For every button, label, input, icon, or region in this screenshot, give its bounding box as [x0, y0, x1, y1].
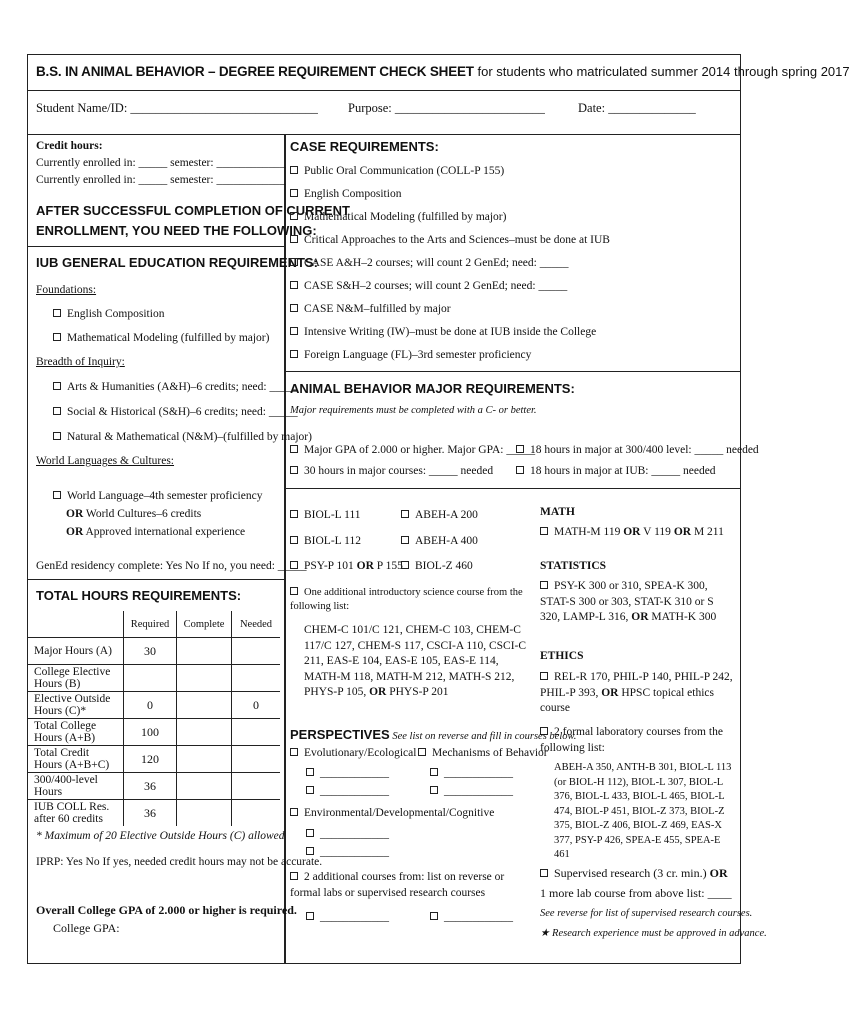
after-completion-heading-1: AFTER SUCCESSFUL COMPLETION OF CURRENT	[36, 203, 350, 218]
table-row: Total College Hours (A+B) 100	[28, 719, 280, 746]
checkbox-icon[interactable]	[53, 333, 61, 341]
col-required: Required	[124, 611, 177, 638]
case-item[interactable]: Critical Approaches to the Arts and Sciences–must be done at IUB	[290, 234, 610, 246]
student-name-field[interactable]: Student Name/ID: ______________________________	[36, 101, 318, 115]
checkbox-icon[interactable]	[53, 407, 61, 415]
case-item[interactable]: CASE A&H–2 courses; will count 2 GenEd; need: _____	[290, 257, 568, 269]
checkbox-icon[interactable]	[401, 536, 409, 544]
course-abeh-a200[interactable]: ABEH-A 200	[401, 509, 478, 521]
total-hours-table	[28, 611, 280, 826]
checkbox-icon[interactable]	[401, 510, 409, 518]
checkbox-icon[interactable]	[53, 432, 61, 440]
persp-two-additional[interactable]: 2 additional courses from: list on reverse or formal labs or supervised research courses	[290, 871, 505, 899]
persp-environmental[interactable]: Environmental/Developmental/Cognitive	[290, 807, 494, 819]
max-elective-note: * Maximum of 20 Elective Outside Hours (C) allowed	[36, 830, 285, 842]
world-lang-label: World Languages & Cultures:	[36, 455, 175, 467]
ethics-heading: ETHICS	[540, 650, 584, 662]
persp-add-slot-2[interactable]: ____________	[430, 911, 513, 923]
checkbox-icon[interactable]	[418, 748, 426, 756]
divider	[28, 246, 284, 247]
date-field[interactable]: Date: ______________	[578, 101, 696, 115]
checkbox-icon[interactable]	[290, 748, 298, 756]
checkbox-icon[interactable]	[540, 672, 548, 680]
checkbox-icon[interactable]	[306, 847, 314, 855]
gened-world-language[interactable]: World Language–4th semester proficiency	[53, 490, 262, 502]
checkbox-icon[interactable]	[290, 561, 298, 569]
course-biol-l111[interactable]: BIOL-L 111	[290, 509, 361, 521]
col-needed: Needed	[232, 611, 281, 638]
checkbox-icon[interactable]	[430, 912, 438, 920]
gpa-requirement: Overall College GPA of 2.000 or higher is required.	[36, 903, 297, 917]
table-header-row	[28, 611, 280, 638]
checkbox-icon[interactable]	[290, 327, 298, 335]
persp-evolutionary[interactable]: Evolutionary/Ecological	[290, 747, 416, 759]
checkbox-icon[interactable]	[540, 869, 548, 877]
checkbox-icon[interactable]	[290, 212, 298, 220]
star-icon: ★	[540, 928, 550, 939]
check-sheet	[27, 54, 850, 964]
case-item[interactable]: Foreign Language (FL)–3rd semester proficiency	[290, 349, 531, 361]
checkbox-icon[interactable]	[306, 829, 314, 837]
course-biol-z460[interactable]: BIOL-Z 460	[401, 560, 473, 572]
persp-env-slot-2[interactable]: ____________	[306, 846, 389, 858]
supervised-research[interactable]: Supervised research (3 cr. min.) OR	[540, 866, 728, 881]
divider	[285, 371, 740, 372]
iprp-line[interactable]: IPRP: Yes No If yes, needed credit hours may not be accurate.	[36, 856, 323, 868]
divider	[285, 488, 740, 489]
stats-course[interactable]: PSY-K 300 or 310, SPEA-K 300, STAT-S 300 or 303, STAT-K 310 or S 320, LAMP-L 316, OR MATH-K 300	[540, 580, 717, 623]
credit-hours-label: Credit hours:	[36, 140, 103, 152]
checkbox-icon[interactable]	[290, 445, 298, 453]
checkbox-icon[interactable]	[290, 258, 298, 266]
gened-residency[interactable]: GenEd residency complete: Yes No If no, you need: _____	[36, 560, 307, 572]
gened-arts[interactable]: Arts & Humanities (A&H)–6 credits; need: _____	[53, 381, 298, 393]
col-complete: Complete	[177, 611, 232, 638]
more-lab-course[interactable]: 1 more lab course from above list: ____	[540, 886, 732, 900]
enrolled-line-2[interactable]: Currently enrolled in: _____ semester: ____________	[36, 174, 286, 186]
divider	[28, 579, 284, 580]
checkbox-icon[interactable]	[290, 536, 298, 544]
checkbox-icon[interactable]	[290, 281, 298, 289]
intro-science-block[interactable]: One additional introductory science course from the following list:	[290, 587, 523, 612]
persp-mech-slot-1[interactable]: ____________	[430, 767, 513, 779]
ethics-course[interactable]: REL-R 170, PHIL-P 140, PHIL-P 242, PHIL-P 393, OR HPSC topical ethics course	[540, 671, 733, 714]
checkbox-icon[interactable]	[290, 872, 298, 880]
gened-english-comp[interactable]: English Composition	[53, 308, 164, 320]
gened-heading: IUB GENERAL EDUCATION REQUIREMENTS:	[36, 255, 318, 270]
persp-mechanisms[interactable]: Mechanisms of Behavior	[418, 747, 548, 759]
after-completion-heading-2: ENROLLMENT, YOU NEED THE FOLLOWING:	[36, 223, 317, 238]
sheet-subtitle: for students who matriculated summer 2014 through spring 2017	[473, 64, 850, 79]
case-item[interactable]: Intensive Writing (IW)–must be done at IUB inside the College	[290, 326, 596, 338]
checkbox-icon[interactable]	[516, 466, 524, 474]
case-heading: CASE REQUIREMENTS:	[290, 139, 439, 154]
checkbox-icon[interactable]	[516, 445, 524, 453]
stats-heading: STATISTICS	[540, 560, 607, 572]
checkbox-icon[interactable]	[430, 786, 438, 794]
gened-social[interactable]: Social & Historical (S&H)–6 credits; need: _____	[53, 406, 298, 418]
persp-env-slot-1[interactable]: ____________	[306, 828, 389, 840]
perspectives-heading: PERSPECTIVES See list on reverse and fill in courses below.	[290, 727, 577, 742]
gened-world-cultures: OR World Cultures–6 credits	[66, 508, 202, 520]
persp-evo-slot-1[interactable]: ____________	[306, 767, 389, 779]
checkbox-icon[interactable]	[290, 235, 298, 243]
see-reverse-note: See reverse for list of supervised research courses.	[540, 908, 753, 919]
case-item[interactable]: CASE N&M–fulfilled by major	[290, 303, 451, 315]
course-abeh-a400[interactable]: ABEH-A 400	[401, 535, 478, 547]
case-item[interactable]: English Composition	[290, 188, 401, 200]
checkbox-icon[interactable]	[290, 466, 298, 474]
lab-course-list: ABEH-A 350, ANTH-B 301, BIOL-L 113 (or BIOL-H 112), BIOL-L 307, BIOL-L 376, BIOL-L 433, BIOL-L 465, BIOL-L 474, BIOL-P 451, BIOL-Z 373, BIOL-Z 375, BIOL-Z 406, BIOL-Z 469, EAS-X 377, PSY-P 426, SPEA-E 455, SPEA-E 461	[554, 762, 732, 860]
checkbox-icon[interactable]	[306, 912, 314, 920]
case-item[interactable]: CASE S&H–2 courses; will count 2 GenEd; need: _____	[290, 280, 567, 292]
checkbox-icon[interactable]	[306, 786, 314, 794]
foundations-label: Foundations:	[36, 284, 97, 296]
table-row: Total Credit Hours (A+B+C) 120	[28, 746, 280, 773]
major-hours-iub[interactable]: 18 hours in major at IUB: _____ needed	[516, 465, 716, 477]
table-row: College Elective Hours (B)	[28, 665, 280, 692]
persp-evo-slot-2[interactable]: ____________	[306, 785, 389, 797]
purpose-field[interactable]: Purpose: ________________________	[348, 101, 545, 115]
research-approval-note: ★ Research experience must be approved in advance.	[540, 928, 767, 939]
checkbox-icon[interactable]	[53, 382, 61, 390]
checkbox-icon[interactable]	[290, 189, 298, 197]
checkbox-icon[interactable]	[401, 561, 409, 569]
checkbox-icon[interactable]	[290, 808, 298, 816]
breadth-label: Breadth of Inquiry:	[36, 356, 125, 368]
course-biol-l112[interactable]: BIOL-L 112	[290, 535, 361, 547]
sheet-title: B.S. IN ANIMAL BEHAVIOR – DEGREE REQUIREMENT CHECK SHEET	[36, 64, 474, 79]
checkbox-icon[interactable]	[290, 304, 298, 312]
checkbox-icon[interactable]	[540, 527, 548, 535]
major-heading: ANIMAL BEHAVIOR MAJOR REQUIREMENTS:	[290, 381, 575, 396]
checkbox-icon[interactable]	[53, 309, 61, 317]
intro-science-list: CHEM-C 101/C 121, CHEM-C 103, CHEM-C 117/C 127, CHEM-S 117, CSCI-A 110, CSCI-C 211, EAS-E 104, EAS-E 105, EAS-E 114, MATH-M 118, MATH-M 212, MATH-S 212, PHYS-P 105, OR PHYS-P 201	[304, 624, 527, 698]
math-heading: MATH	[540, 506, 575, 518]
checkbox-icon[interactable]	[290, 587, 298, 595]
math-course[interactable]: MATH-M 119 OR V 119 OR M 211	[540, 526, 724, 538]
checkbox-icon[interactable]	[430, 768, 438, 776]
checkbox-icon[interactable]	[290, 350, 298, 358]
persp-mech-slot-2[interactable]: ____________	[430, 785, 513, 797]
persp-add-slot-1[interactable]: ____________	[306, 911, 389, 923]
case-item[interactable]: Mathematical Modeling (fulfilled by major)	[290, 211, 506, 223]
major-gpa[interactable]: Major GPA of 2.000 or higher. Major GPA: _____	[290, 444, 535, 456]
lab-courses[interactable]: 2 formal laboratory courses from the following list:	[540, 726, 723, 754]
table-row: 300/400-level Hours 36	[28, 773, 280, 800]
major-note: Major requirements must be completed with a C- or better.	[290, 405, 537, 416]
case-item[interactable]: Public Oral Communication (COLL-P 155)	[290, 165, 504, 177]
gened-intl-experience: OR Approved international experience	[66, 526, 246, 538]
enrolled-line-1[interactable]: Currently enrolled in: _____ semester: ____________	[36, 157, 286, 169]
table-row: IUB COLL Res. after 60 credits 36	[28, 800, 280, 827]
gened-math-model[interactable]: Mathematical Modeling (fulfilled by major)	[53, 332, 269, 344]
checkbox-icon[interactable]	[290, 510, 298, 518]
checkbox-icon[interactable]	[540, 581, 548, 589]
college-gpa-label: College GPA:	[53, 921, 120, 935]
sheet-header	[28, 55, 850, 91]
checkbox-icon[interactable]	[290, 166, 298, 174]
student-info-row	[28, 91, 740, 135]
major-hours-30[interactable]: 30 hours in major courses: _____ needed	[290, 465, 493, 477]
total-hours-heading: TOTAL HOURS REQUIREMENTS:	[36, 588, 242, 603]
checkbox-icon[interactable]	[306, 768, 314, 776]
table-row: Elective Outside Hours (C)* 0 0	[28, 692, 280, 719]
major-hours-300-400[interactable]: 18 hours in major at 300/400 level: _____ needed	[516, 444, 759, 456]
gened-natural[interactable]: Natural & Mathematical (N&M)–(fulfilled by major)	[53, 431, 312, 443]
checkbox-icon[interactable]	[53, 491, 61, 499]
table-row: Major Hours (A) 30	[28, 638, 280, 665]
course-psy-p101[interactable]: PSY-P 101 OR P 155	[290, 560, 403, 572]
